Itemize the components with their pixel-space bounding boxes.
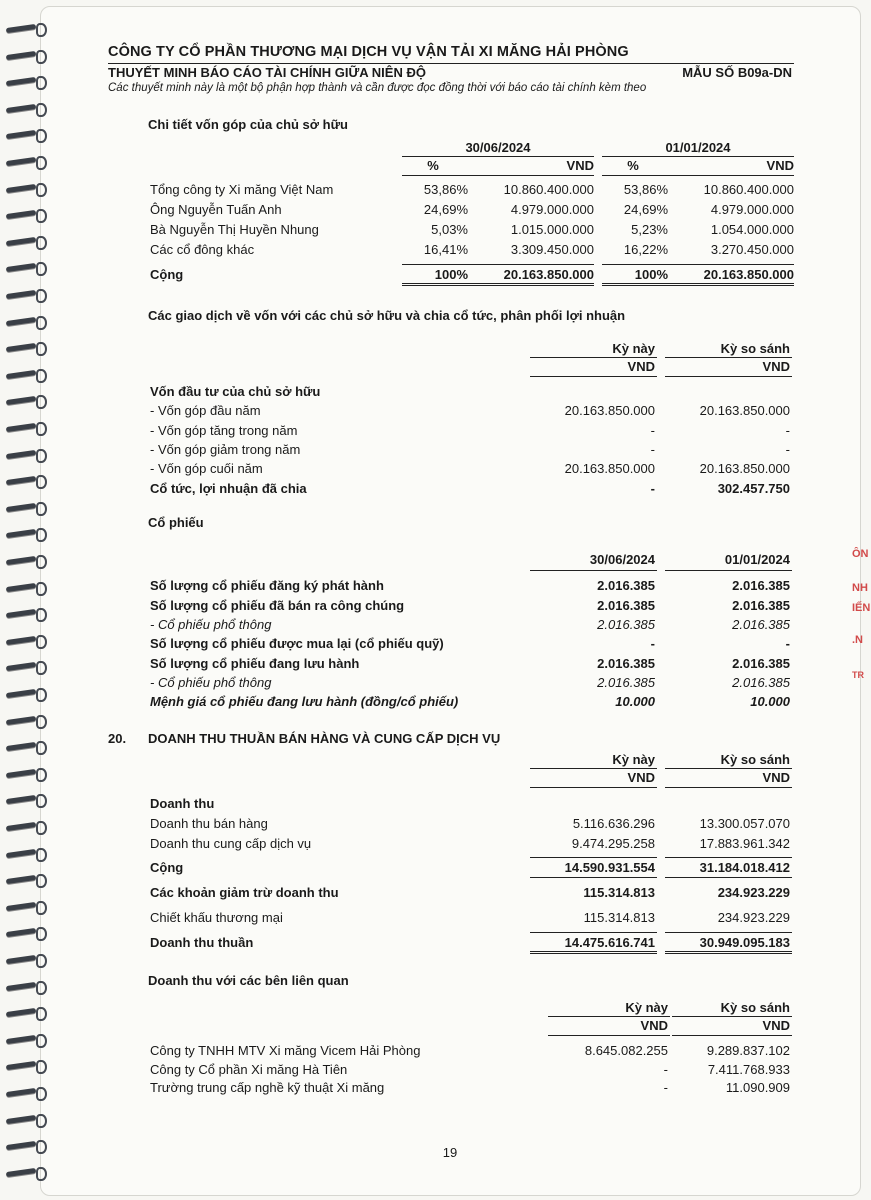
rule — [602, 156, 794, 157]
tx-row-v2: 20.163.850.000 — [699, 403, 790, 418]
spiral-coil — [6, 791, 44, 807]
spiral-coil — [6, 765, 44, 781]
rev-total-label: Cộng — [150, 860, 184, 875]
rev-row-v1: 5.116.636.296 — [572, 816, 655, 831]
rule — [530, 768, 657, 769]
rule — [602, 175, 794, 176]
rel-row-v2: 7.411.768.933 — [707, 1062, 790, 1077]
double-rule — [402, 283, 594, 286]
capital-row-pct2: 5,23% — [631, 222, 668, 237]
share-row-v1: 2.016.385 — [597, 675, 655, 690]
rev-deductions-label: Các khoản giảm trừ doanh thu — [150, 885, 339, 900]
spiral-coil — [6, 1164, 44, 1180]
rule — [530, 570, 657, 571]
rule — [402, 156, 594, 157]
rel-row-name: Công ty Cổ phần Xi măng Hà Tiên — [150, 1062, 348, 1077]
stamp-text: TR — [852, 670, 864, 680]
stamp-text: NH — [852, 582, 868, 594]
rev-total-v2: 31.184.018.412 — [699, 860, 790, 875]
tx-row-name: - Vốn góp tăng trong năm — [150, 423, 298, 438]
share-row-name: Số lượng cổ phiếu đang lưu hành — [150, 656, 360, 671]
share-row-v1: 2.016.385 — [597, 598, 655, 613]
share-row-name: Số lượng cổ phiếu được mua lại (cổ phiếu quỹ) — [150, 636, 444, 651]
rel-row-name: Công ty TNHH MTV Xi măng Vicem Hải Phòng — [150, 1043, 421, 1058]
spiral-coil — [6, 818, 44, 834]
tx-row-v1: 20.163.850.000 — [564, 403, 655, 418]
capital-total-v2: 20.163.850.000 — [703, 267, 794, 282]
spiral-coil — [6, 1137, 44, 1153]
spiral-coil — [6, 738, 44, 754]
spiral-coil — [6, 978, 44, 994]
spiral-coil — [6, 1111, 44, 1127]
tx-dividend-v2: 302.457.750 — [717, 481, 790, 496]
capital-row-pct2: 53,86% — [623, 182, 668, 197]
spiral-coil — [6, 579, 44, 595]
rule — [665, 768, 792, 769]
share-row-v1: 2.016.385 — [597, 617, 655, 632]
spiral-coil — [6, 658, 44, 674]
rev-deductions-v1: 115.314.813 — [583, 885, 655, 900]
tx-row-name: - Vốn góp đầu năm — [150, 403, 261, 418]
capital-date2: 01/01/2024 — [665, 140, 731, 155]
tx-row-name: - Vốn góp cuối năm — [150, 461, 263, 476]
rule — [402, 175, 594, 176]
header-note: Các thuyết minh này là một bộ phận hợp thành và cần được đọc đồng thời với báo cáo tài chính kèm theo — [108, 82, 647, 94]
spiral-coil — [6, 286, 44, 302]
rule — [548, 1035, 670, 1036]
capital-row-v2: 1.054.000.000 — [710, 222, 794, 237]
spiral-coil — [6, 712, 44, 728]
rel-row-v1: 8.645.082.255 — [584, 1043, 668, 1058]
rule — [530, 857, 657, 858]
capital-total-pct1: 100% — [434, 267, 468, 282]
rel-col2: Kỳ so sánh — [720, 1000, 790, 1015]
share-row-v2: 10.000 — [750, 694, 790, 709]
spiral-coil — [6, 47, 44, 63]
share-row-v2: - — [785, 636, 790, 651]
double-rule — [665, 951, 792, 954]
share-row-v2: 2.016.385 — [732, 598, 790, 613]
rule — [402, 264, 594, 265]
share-row-name: - Cổ phiếu phổ thông — [150, 617, 272, 632]
capital-total-label: Cộng — [150, 267, 184, 282]
spiral-coil — [6, 233, 44, 249]
share-row-name: Số lượng cổ phiếu đăng ký phát hành — [150, 578, 384, 593]
spiral-coil — [6, 20, 44, 36]
header-rule — [108, 63, 794, 64]
share-row-name: - Cổ phiếu phổ thông — [150, 675, 272, 690]
spiral-coil — [6, 1057, 44, 1073]
rule — [665, 570, 792, 571]
revenue-section-title: DOANH THU THUẦN BÁN HÀNG VÀ CUNG CẤP DỊCH VỤ — [148, 731, 501, 746]
spiral-coil — [6, 419, 44, 435]
rule — [602, 264, 794, 265]
rev-col1: Kỳ này — [612, 752, 655, 767]
rule — [530, 376, 657, 377]
share-row-v2: 2.016.385 — [732, 617, 790, 632]
tx-row-v1: - — [650, 442, 655, 457]
spiral-binding — [0, 20, 48, 1190]
rule — [530, 932, 657, 933]
tx-row-v2: 20.163.850.000 — [699, 461, 790, 476]
tx-dividend-v1: - — [650, 481, 655, 496]
spiral-coil — [6, 339, 44, 355]
rev-unit2: VND — [762, 770, 790, 785]
rev-group-label: Doanh thu — [150, 796, 215, 811]
double-rule — [530, 951, 657, 954]
shares-date2: 01/01/2024 — [724, 552, 790, 567]
spiral-coil — [6, 871, 44, 887]
capital-row-v2: 4.979.000.000 — [710, 202, 794, 217]
col-pct-2: % — [627, 158, 639, 173]
rev-row-v1: 9.474.295.258 — [571, 836, 655, 851]
rule — [665, 857, 792, 858]
spiral-coil — [6, 552, 44, 568]
spiral-coil — [6, 366, 44, 382]
spiral-coil — [6, 126, 44, 142]
rel-row-v2: 9.289.837.102 — [706, 1043, 790, 1058]
rev-row-v2: 17.883.961.342 — [699, 836, 790, 851]
rev-discount-v1: 115.314.813 — [583, 910, 655, 925]
capital-row-pct1: 5,03% — [431, 222, 468, 237]
tx-row-v1: 20.163.850.000 — [564, 461, 655, 476]
capital-row-name: Tổng công ty Xi măng Việt Nam — [150, 182, 334, 197]
capital-row-pct1: 53,86% — [423, 182, 468, 197]
rule — [530, 787, 657, 788]
tx-col1: Kỳ này — [612, 341, 655, 356]
spiral-coil — [6, 1084, 44, 1100]
shares-section-title: Cổ phiếu — [148, 515, 204, 530]
tx-col2: Kỳ so sánh — [720, 341, 790, 356]
tx-row-v1: - — [650, 423, 655, 438]
capital-row-name: Các cổ đông khác — [150, 242, 255, 257]
spiral-coil — [6, 924, 44, 940]
form-code: MẪU SỐ B09a-DN — [682, 65, 792, 80]
share-row-v1: 10.000 — [615, 694, 655, 709]
spiral-coil — [6, 472, 44, 488]
capital-row-name: Ông Nguyễn Tuấn Anh — [150, 202, 282, 217]
col-vnd-2: VND — [766, 158, 794, 173]
capital-row-pct2: 24,69% — [623, 202, 668, 217]
spiral-coil — [6, 499, 44, 515]
rev-row-v2: 13.300.057.070 — [699, 816, 790, 831]
capital-row-v1: 10.860.400.000 — [503, 182, 594, 197]
tx-row-v2: - — [785, 442, 790, 457]
tx-group-label: Vốn đầu tư của chủ sở hữu — [150, 384, 321, 399]
spiral-coil — [6, 446, 44, 462]
related-section-title: Doanh thu với các bên liên quan — [148, 973, 349, 988]
capital-section-title: Chi tiết vốn góp của chủ sở hữu — [148, 117, 348, 132]
capital-row-v1: 1.015.000.000 — [510, 222, 594, 237]
rule — [665, 877, 792, 878]
transactions-section-title: Các giao dịch về vốn với các chủ sở hữu và chia cổ tức, phân phối lợi nhuận — [148, 308, 626, 323]
spiral-coil — [6, 605, 44, 621]
col-vnd-1: VND — [566, 158, 594, 173]
share-row-v1: 2.016.385 — [597, 578, 655, 593]
rel-col1: Kỳ này — [625, 1000, 668, 1015]
capital-row-v2: 10.860.400.000 — [703, 182, 794, 197]
tx-dividend-label: Cổ tức, lợi nhuận đã chia — [150, 481, 307, 496]
rule — [665, 787, 792, 788]
company-name: CÔNG TY CỔ PHẦN THƯƠNG MẠI DỊCH VỤ VẬN TẢI XI MĂNG HẢI PHÒNG — [108, 44, 629, 60]
share-row-v1: - — [650, 636, 655, 651]
spiral-coil — [6, 525, 44, 541]
stamp-text: ÔN — [852, 548, 869, 560]
capital-row-pct1: 16,41% — [423, 242, 468, 257]
rule — [665, 357, 792, 358]
spiral-coil — [6, 259, 44, 275]
rule — [530, 357, 657, 358]
share-row-name: Số lượng cổ phiếu đã bán ra công chúng — [150, 598, 405, 613]
rel-row-v1: - — [663, 1062, 668, 1077]
spiral-coil — [6, 73, 44, 89]
rule — [548, 1016, 670, 1017]
report-title: THUYẾT MINH BÁO CÁO TÀI CHÍNH GIỮA NIÊN ĐỘ — [108, 65, 426, 80]
rev-discount-v2: 234.923.229 — [717, 910, 790, 925]
capital-total-v1: 20.163.850.000 — [503, 267, 594, 282]
double-rule — [602, 283, 794, 286]
rel-row-v2: 11.090.909 — [725, 1080, 790, 1095]
rev-row-name: Doanh thu cung cấp dịch vụ — [150, 836, 312, 851]
page-number: 19 — [442, 1145, 458, 1160]
spiral-coil — [6, 313, 44, 329]
capital-row-pct1: 24,69% — [423, 202, 468, 217]
spiral-coil — [6, 951, 44, 967]
rev-deductions-v2: 234.923.229 — [717, 885, 790, 900]
spiral-coil — [6, 845, 44, 861]
spiral-coil — [6, 1004, 44, 1020]
rel-row-name: Trường trung cấp nghề kỹ thuật Xi măng — [150, 1080, 385, 1095]
spiral-coil — [6, 898, 44, 914]
spiral-coil — [6, 392, 44, 408]
tx-row-name: - Vốn góp giảm trong năm — [150, 442, 301, 457]
rule — [665, 376, 792, 377]
rev-row-name: Doanh thu bán hàng — [150, 816, 268, 831]
capital-date1: 30/06/2024 — [465, 140, 531, 155]
rev-net-v1: 14.475.616.741 — [564, 935, 655, 950]
rule — [665, 932, 792, 933]
rev-unit1: VND — [627, 770, 655, 785]
rev-net-label: Doanh thu thuần — [150, 935, 254, 950]
tx-unit2: VND — [762, 359, 790, 374]
rule — [672, 1016, 792, 1017]
rev-discount-label: Chiết khấu thương mại — [150, 910, 283, 925]
share-row-v2: 2.016.385 — [732, 675, 790, 690]
rel-row-v1: - — [663, 1080, 668, 1095]
stamp-text: IẾN — [852, 602, 871, 614]
rule — [672, 1035, 792, 1036]
spiral-coil — [6, 180, 44, 196]
capital-row-name: Bà Nguyễn Thị Huyền Nhung — [150, 222, 319, 237]
capital-row-v1: 3.309.450.000 — [510, 242, 594, 257]
share-row-v1: 2.016.385 — [597, 656, 655, 671]
revenue-section-number: 20. — [108, 731, 127, 746]
spiral-coil — [6, 153, 44, 169]
rev-total-v1: 14.590.931.554 — [564, 860, 655, 875]
tx-unit1: VND — [627, 359, 655, 374]
capital-row-v1: 4.979.000.000 — [510, 202, 594, 217]
capital-row-v2: 3.270.450.000 — [710, 242, 794, 257]
share-row-v2: 2.016.385 — [732, 656, 790, 671]
rel-unit2: VND — [762, 1018, 790, 1033]
red-stamp-fragment — [846, 540, 871, 700]
share-row-v2: 2.016.385 — [732, 578, 790, 593]
spiral-coil — [6, 685, 44, 701]
rel-unit1: VND — [640, 1018, 668, 1033]
spiral-coil — [6, 100, 44, 116]
tx-row-v2: - — [785, 423, 790, 438]
capital-row-pct2: 16,22% — [623, 242, 668, 257]
spiral-coil — [6, 206, 44, 222]
rule — [530, 877, 657, 878]
capital-total-pct2: 100% — [634, 267, 668, 282]
rev-net-v2: 30.949.095.183 — [699, 935, 790, 950]
stamp-text: .N — [852, 634, 863, 646]
shares-date1: 30/06/2024 — [589, 552, 655, 567]
spiral-coil — [6, 1031, 44, 1047]
spiral-coil — [6, 632, 44, 648]
col-pct-1: % — [427, 158, 439, 173]
rev-col2: Kỳ so sánh — [720, 752, 790, 767]
share-row-name: Mệnh giá cổ phiếu đang lưu hành (đồng/cổ phiếu) — [150, 694, 459, 709]
